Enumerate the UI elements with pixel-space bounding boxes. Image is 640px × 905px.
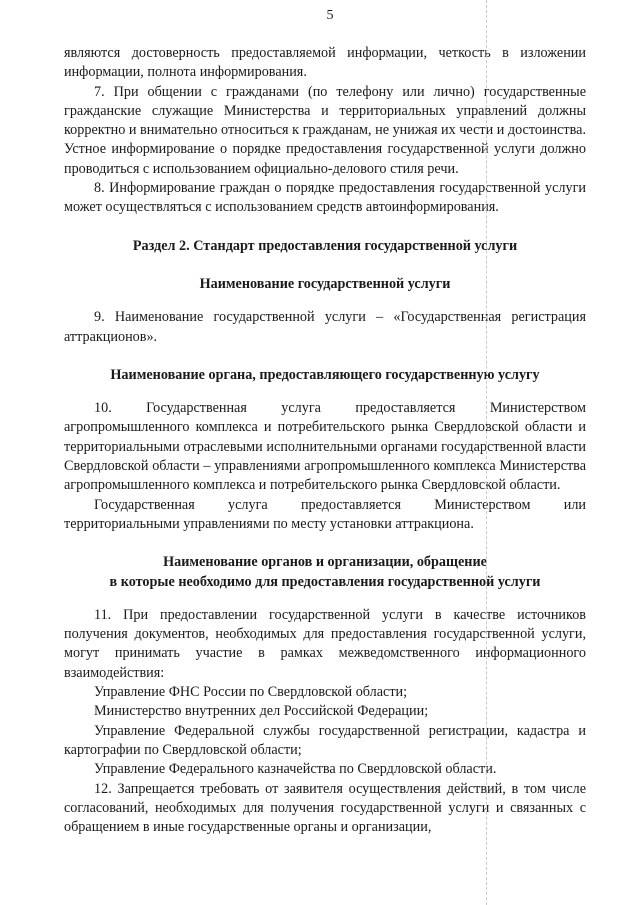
- organizations-heading-line-2: в которые необходимо для предоставления государственной услуги: [109, 573, 541, 590]
- paragraph-12: 12. Запрещается требовать от заявителя осуществления действий, в том числе согласований, необходимых для получения государственной услуги и связанных с обращением в иные государственные органы и организации,: [64, 780, 586, 836]
- scan-fold-line: [486, 0, 487, 905]
- list-item: Министерство внутренних дел Российской Федерации;: [94, 703, 429, 720]
- organ-heading: Наименование органа, предоставляющего государственную услугу: [110, 366, 540, 383]
- paragraph-8: 8. Информирование граждан о порядке предоставления государственной услуги может осуществляться с использованием средств автоинформирования.: [64, 180, 586, 216]
- list-item: Управление ФНС России по Свердловской области;: [94, 684, 408, 701]
- paragraph-7: 7. При общении с гражданами (по телефону или лично) государственные гражданские служащие Министерства и территориальных управлений должны корректно и внимательно относиться к гражданам, не унижая их чести и достоинства. Устное информирование о порядке предоставления государственной услуги должно проводиться с использованием официально-делового стиля речи.: [64, 83, 586, 177]
- paragraph-11: 11. При предоставлении государственной услуги в качестве источников получения документов, необходимых для предоставления государственной услуги, могут принимать участие в рамках межведомственного информационного взаимодействия:: [64, 606, 586, 681]
- list-item: Управление Федеральной службы государственной регистрации, кадастра и картографии по Свердловской области;: [64, 722, 586, 758]
- paragraph-10b: Государственная услуга предоставляется Министерством или территориальными управлениями по месту установки аттракциона.: [64, 496, 586, 532]
- paragraph-10: 10. Государственная услуга предоставляется Министерством агропромышленного комплекса и потребительского рынка Свердловской области и территориальными отраслевыми исполнительными органами государственной власти Свердловской области – управлениями агропромышленного комплекса Министерства агропромышленного комплекса и потребительского рынка Свердловской области.: [64, 400, 586, 494]
- paragraph-9: 9. Наименование государственной услуги – «Государственная регистрация аттракционов».: [64, 309, 586, 345]
- page-number: 5: [326, 8, 334, 23]
- list-item: Управление Федерального казначейства по Свердловской области.: [94, 761, 497, 778]
- paragraph-continuation: являются достоверность предоставляемой информации, четкость в изложении информации, полнота информирования.: [64, 45, 586, 81]
- service-name-heading: Наименование государственной услуги: [199, 275, 451, 292]
- section-2-heading: Раздел 2. Стандарт предоставления государственной услуги: [132, 237, 518, 254]
- organizations-heading-line-1: Наименование органов и организации, обращение: [163, 554, 487, 571]
